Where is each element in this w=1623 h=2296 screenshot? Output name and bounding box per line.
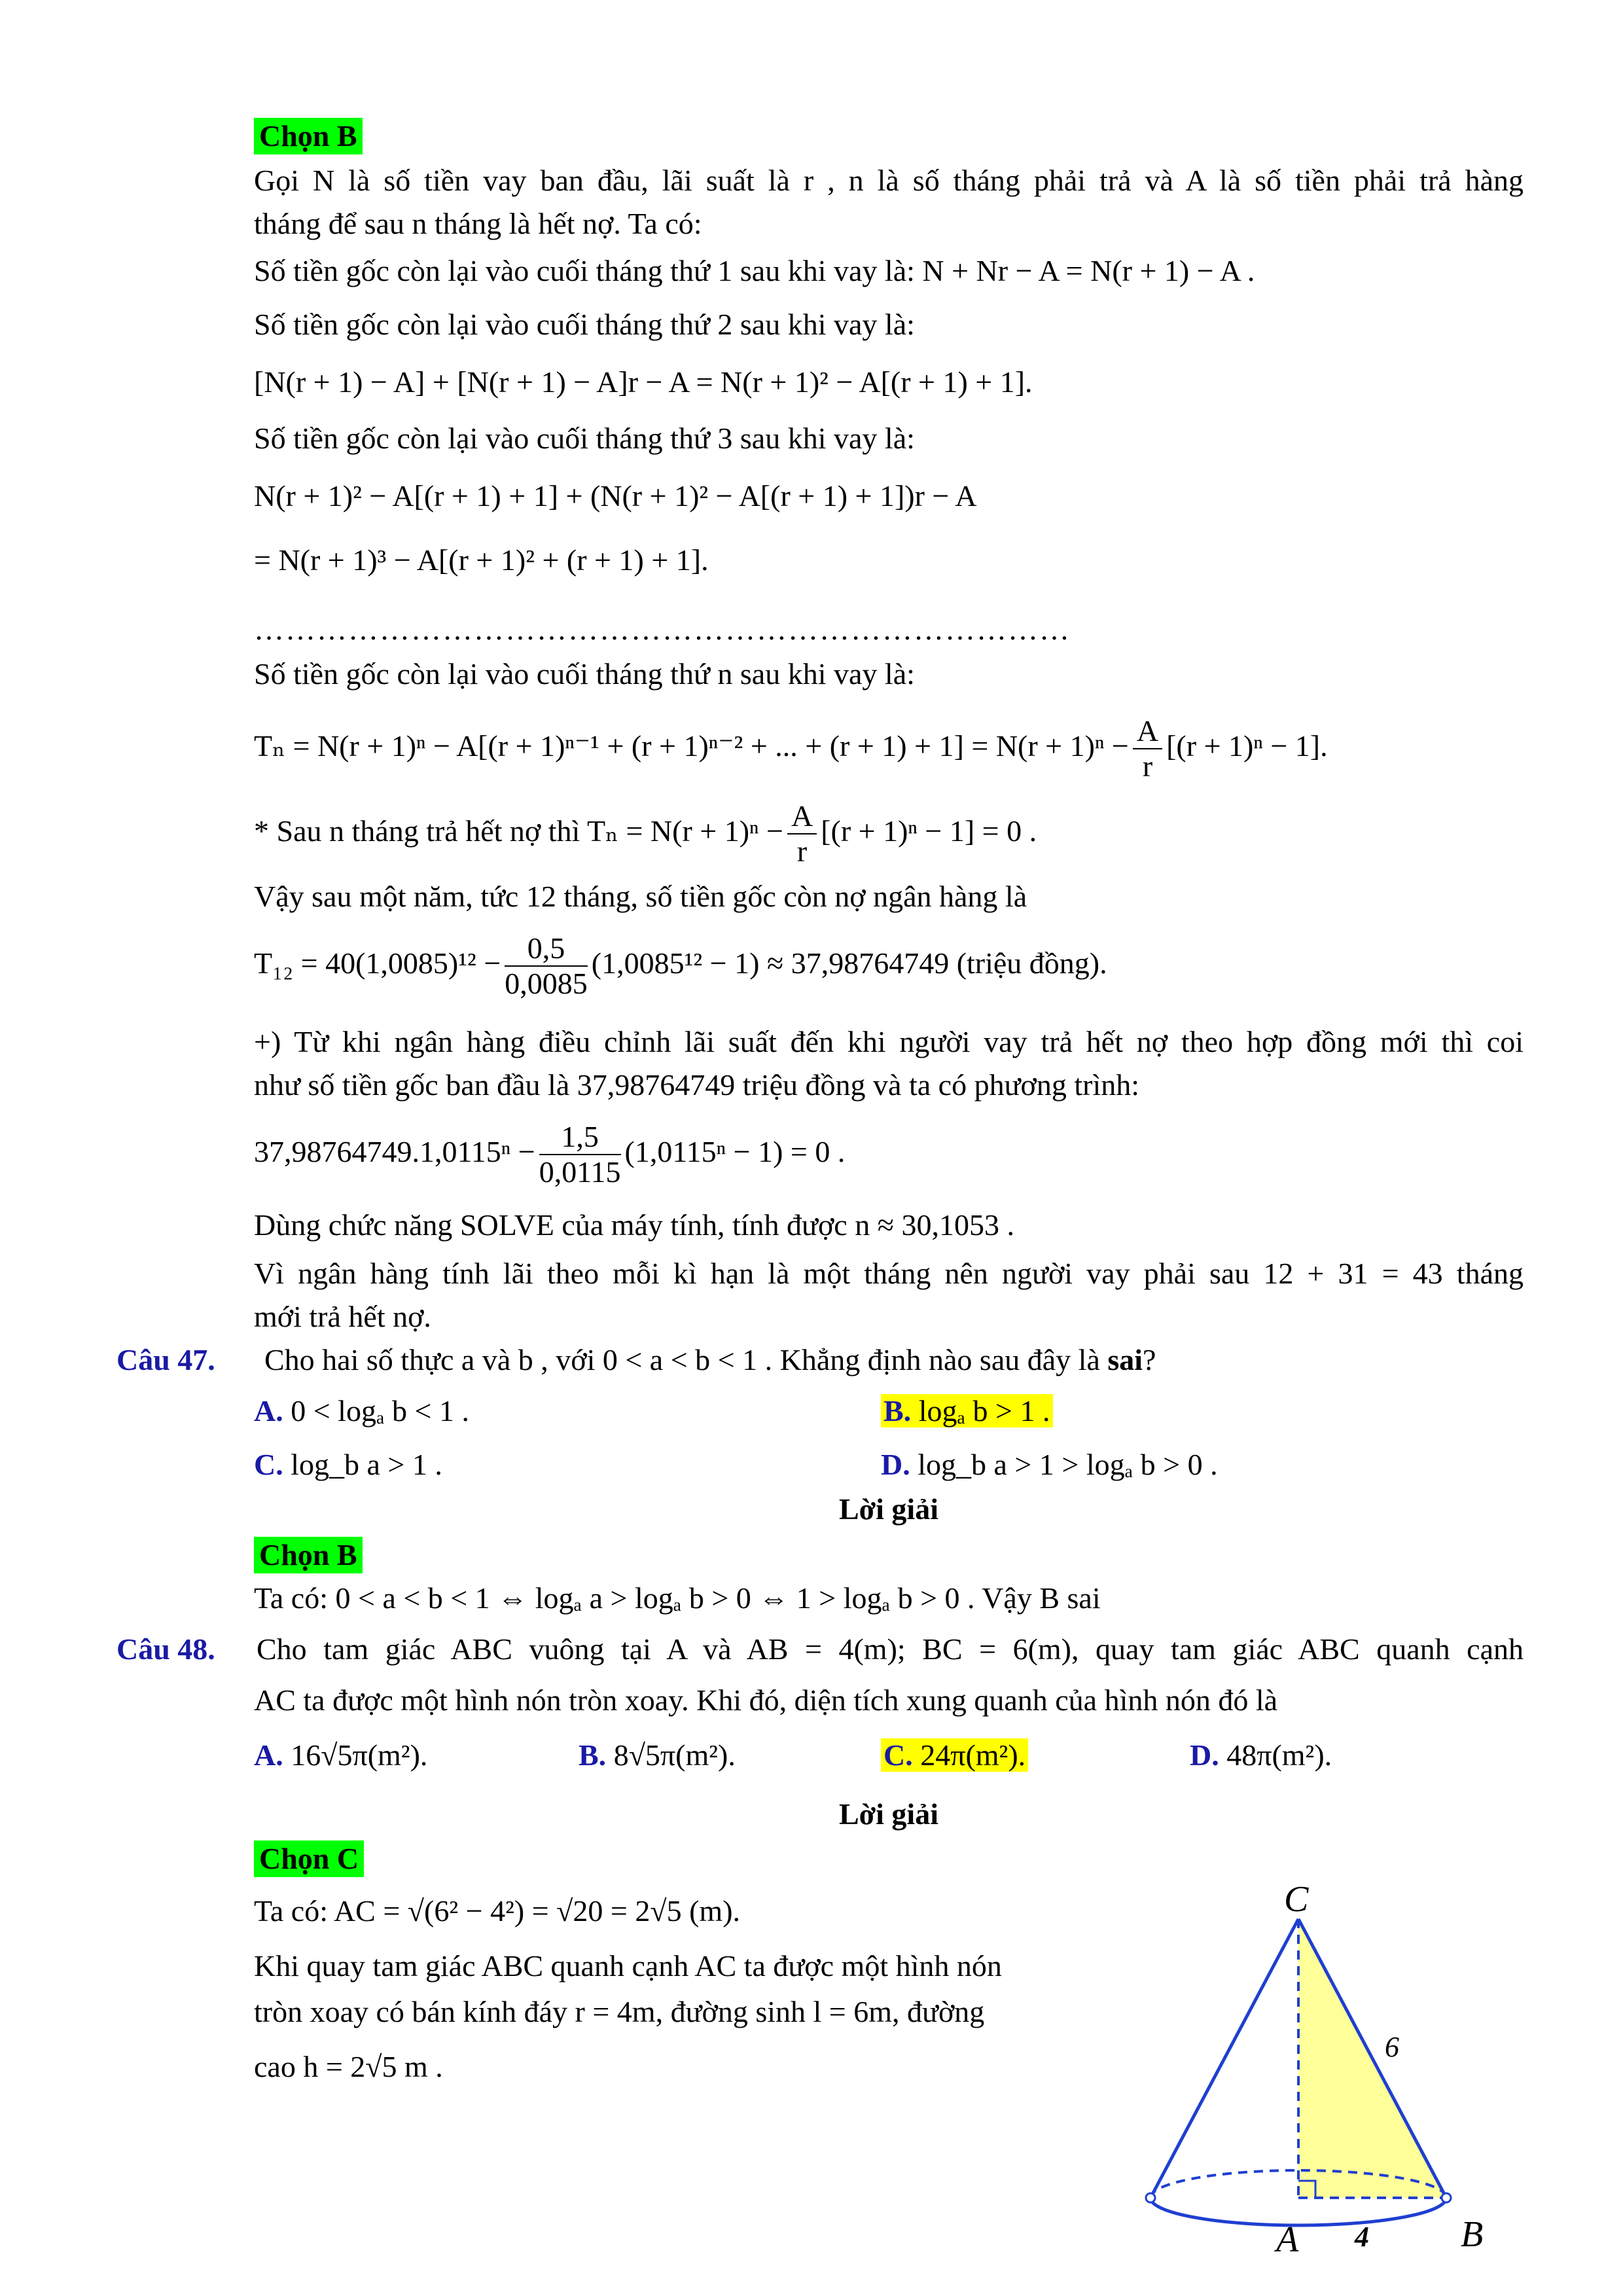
- monthn-formula-left: Tₙ = N(r + 1)ⁿ − A[(r + 1)ⁿ⁻¹ + (r + 1)ⁿ⁻² + ... + (r + 1) + 1] = N(r + 1)ⁿ −: [254, 729, 1129, 762]
- intro-line-2: tháng để sau n tháng là hết nợ. Ta có:: [254, 207, 702, 240]
- intro-line-1: Gọi N là số tiền vay ban đầu, lãi suất là r , n là số tháng phải trả và A là số tiền phải trả hàng: [254, 164, 1524, 197]
- t12-left: T₁₂ = 40(1,0085)¹² −: [254, 946, 501, 980]
- fraction-denominator: r: [796, 834, 808, 869]
- label-apex-c: C: [1284, 1879, 1309, 1920]
- fraction-numerator: 1,5: [539, 1120, 621, 1155]
- option-letter: A.: [254, 1738, 283, 1772]
- equation-right: (1,0115ⁿ − 1) = 0 .: [624, 1135, 846, 1168]
- option-letter: C.: [254, 1448, 283, 1481]
- question-text-48-line1: Cho tam giác ABC vuông tại A và AB = 4(m); BC = 6(m), quay tam giác ABC quanh cạnh: [257, 1632, 1524, 1666]
- fraction-numerator: 0,5: [505, 931, 588, 967]
- equation-formula: [254, 1113, 1524, 1191]
- question-keyword: sai: [1107, 1343, 1143, 1376]
- month2-text: Số tiền gốc còn lại vào cuối tháng thứ 2 sau khi vay là:: [254, 308, 915, 341]
- question-label-48: Câu 48.: [116, 1632, 215, 1666]
- month2-formula: [N(r + 1) − A] + [N(r + 1) − A]r − A = N(r + 1)² − A[(r + 1) + 1].: [254, 365, 1033, 399]
- fraction-denominator: 0,0115: [539, 1155, 621, 1189]
- option-a-47[interactable]: [254, 1391, 469, 1431]
- option-text: log_b a > 1 > logₐ b > 0 .: [918, 1448, 1218, 1481]
- option-b-47[interactable]: [881, 1391, 1053, 1431]
- fraction-numerator: A: [1133, 714, 1162, 749]
- fraction-denominator: 0,0085: [505, 967, 588, 1001]
- equation-left: 37,98764749.1,0115ⁿ −: [254, 1135, 535, 1168]
- payoff-left: * Sau n tháng trả hết nợ thì Tₙ = N(r + 1)ⁿ −: [254, 814, 783, 848]
- monthn-formula: [254, 707, 1524, 785]
- month3-formula-1: N(r + 1)² − A[(r + 1) + 1] + (N(r + 1)² − A[(r + 1) + 1])r − A: [254, 479, 977, 512]
- adjust-line-2: như số tiền gốc ban đầu là 37,98764749 triệu đồng và ta có phương trình:: [254, 1068, 1140, 1102]
- payoff-fraction: [787, 799, 817, 869]
- month1-text: Số tiền gốc còn lại vào cuối tháng thứ 1 sau khi vay là: N + Nr − A = N(r + 1) − A .: [254, 254, 1255, 287]
- solution-text-47: Ta có: 0 < a < b < 1 ⇔ logₐ a > logₐ b > 0 ⇔ 1 > logₐ b > 0 . Vậy B sai: [254, 1581, 1101, 1615]
- t12-fraction: [505, 931, 588, 1001]
- option-text: 0 < logₐ b < 1 .: [291, 1394, 469, 1427]
- solution-line-2-48: Khi quay tam giác ABC quanh cạnh AC ta được một hình nón: [254, 1949, 1002, 1982]
- option-c-48[interactable]: [881, 1736, 1028, 1775]
- question-text-post: ?: [1143, 1343, 1156, 1376]
- option-text: 48π(m²).: [1226, 1738, 1332, 1772]
- t12-right: (1,0085¹² − 1) ≈ 37,98764749 (triệu đồng).: [591, 946, 1107, 980]
- fraction-numerator: A: [787, 799, 817, 834]
- option-highlight: [881, 1394, 1053, 1427]
- option-letter: A.: [254, 1394, 283, 1427]
- option-d-47[interactable]: [881, 1445, 1218, 1484]
- solve-text: Dùng chức năng SOLVE của máy tính, tính được n ≈ 30,1053 .: [254, 1208, 1014, 1242]
- point-b: [1442, 2193, 1451, 2202]
- option-letter: C.: [883, 1738, 913, 1772]
- solution-line-3-48: tròn xoay có bán kính đáy r = 4m, đường sinh l = 6m, đường: [254, 1995, 985, 2028]
- chosen-badge: Chọn B: [254, 1537, 363, 1573]
- monthn-formula-right: [(r + 1)ⁿ − 1].: [1166, 729, 1328, 762]
- option-highlight: [881, 1738, 1028, 1772]
- equation-fraction: [539, 1120, 621, 1189]
- label-slant-6: 6: [1385, 2031, 1399, 2063]
- solution-line-1-48: Ta có: AC = √(6² − 4²) = √20 = 2√5 (m).: [254, 1894, 741, 1928]
- payoff-right: [(r + 1)ⁿ − 1] = 0 .: [821, 814, 1037, 848]
- option-text: 24π(m²).: [920, 1738, 1026, 1772]
- option-b-48[interactable]: [579, 1736, 736, 1775]
- month3-formula-2: = N(r + 1)³ − A[(r + 1)² + (r + 1) + 1].: [254, 543, 709, 577]
- option-letter: D.: [1190, 1738, 1219, 1772]
- adjust-line-1: +) Từ khi ngân hàng điều chỉnh lãi suất đến khi người vay trả hết nợ theo hợp đồng mới thì coi: [254, 1025, 1524, 1058]
- option-text: 8√5π(m²).: [613, 1738, 736, 1772]
- question-text-47: [264, 1340, 1156, 1380]
- solution-heading-47: Lời giải: [839, 1492, 938, 1526]
- solution-heading-48: Lời giải: [839, 1797, 938, 1831]
- option-letter: B.: [579, 1738, 607, 1772]
- option-text: logₐ b > 1 .: [918, 1394, 1050, 1427]
- option-letter: B.: [883, 1394, 912, 1427]
- payoff-formula: [254, 792, 1524, 870]
- option-text: log_b a > 1 .: [291, 1448, 442, 1481]
- month3-text: Số tiền gốc còn lại vào cuối tháng thứ 3 sau khi vay là:: [254, 422, 915, 455]
- cone-figure: [1139, 1872, 1505, 2291]
- chosen-badge: Chọn B: [254, 118, 363, 154]
- option-c-47[interactable]: [254, 1445, 442, 1484]
- option-text: 16√5π(m²).: [291, 1738, 428, 1772]
- solution-line-4-48: cao h = 2√5 m .: [254, 2050, 443, 2083]
- year-text: Vậy sau một năm, tức 12 tháng, số tiền gốc còn nợ ngân hàng là: [254, 880, 1027, 913]
- chosen-answer-q46: [254, 117, 1524, 156]
- monthn-text: Số tiền gốc còn lại vào cuối tháng thứ n sau khi vay là:: [254, 657, 915, 691]
- label-center-a: A: [1276, 2219, 1299, 2260]
- option-a-48[interactable]: [254, 1736, 427, 1775]
- cone-left-slant: [1150, 1919, 1298, 2198]
- t12-formula: [254, 924, 1524, 1003]
- ellipsis-dots: ……………………………………………………………………: [254, 613, 1071, 646]
- conclusion-line-2: mới trả hết nợ.: [254, 1300, 431, 1333]
- point-left: [1146, 2193, 1155, 2202]
- label-radius-4: 4: [1355, 2221, 1369, 2253]
- option-d-48[interactable]: [1190, 1736, 1332, 1775]
- question-text-48-line2: AC ta được một hình nón tròn xoay. Khi đó, diện tích xung quanh của hình nón đó là: [254, 1683, 1278, 1717]
- question-label-47: Câu 47.: [116, 1343, 215, 1376]
- option-letter: D.: [881, 1448, 910, 1481]
- chosen-answer-q47: [254, 1535, 1524, 1575]
- label-edge-b: B: [1461, 2214, 1484, 2255]
- conclusion-line-1: Vì ngân hàng tính lãi theo mỗi kì hạn là một tháng nên người vay phải sau 12 + 31 = 43 tháng: [254, 1257, 1524, 1290]
- chosen-badge: Chọn C: [254, 1840, 364, 1877]
- monthn-fraction: [1133, 714, 1162, 783]
- question-text-pre: Cho hai số thực a và b , với 0 < a < b < 1 . Khẳng định nào sau đây là: [264, 1343, 1108, 1376]
- fraction-denominator: r: [1142, 749, 1153, 783]
